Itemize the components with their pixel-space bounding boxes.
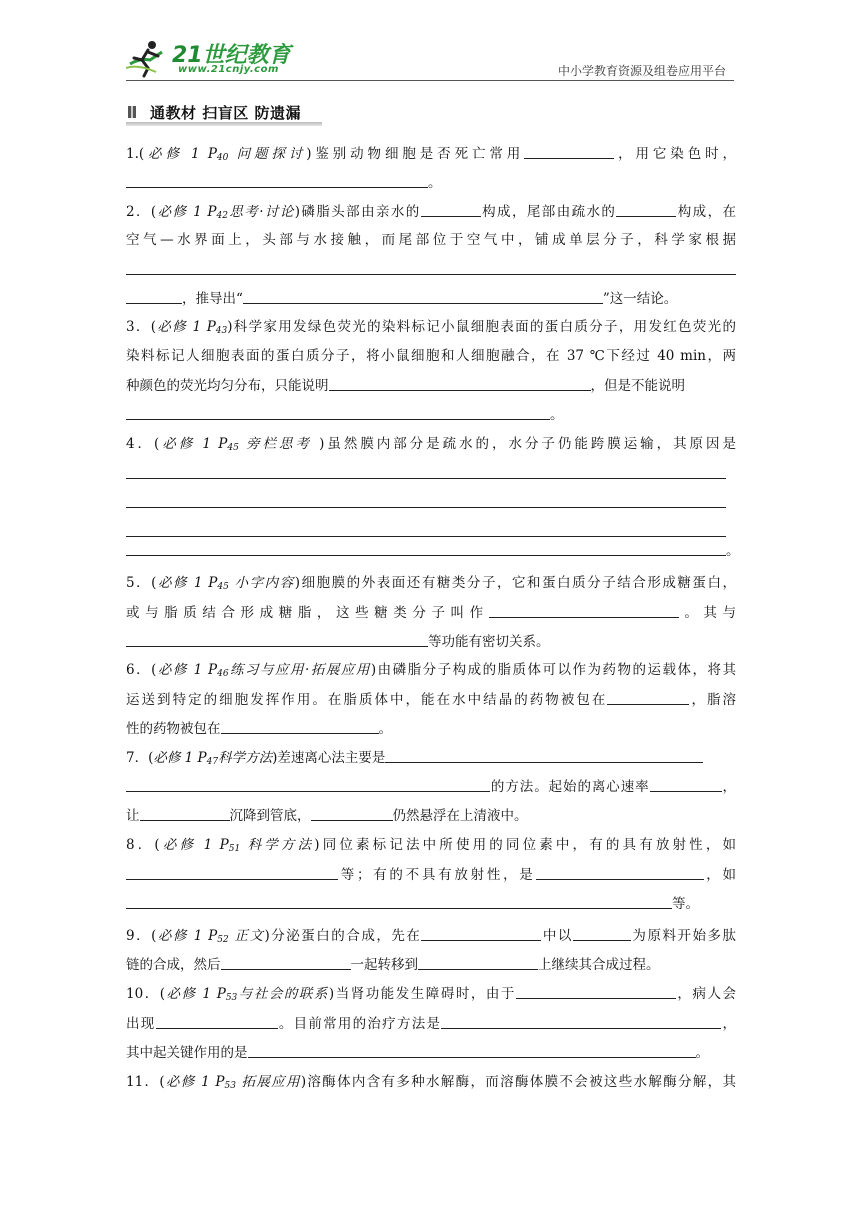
q9-line1: 9．(必修 1 $P_{52}$ 正文)分泌蛋白的合成，先在 中以 为原料开始多肽	[126, 925, 736, 945]
answer-blank[interactable]	[385, 747, 703, 763]
q8-line1: 8．(必修 1 $P_{51}$ 科学方法)同位素标记法中所使用的同位素中，有的具有放射性，如	[126, 837, 736, 854]
q8-line3: 等。	[126, 893, 736, 913]
answer-blank[interactable]	[140, 805, 230, 821]
answer-blank[interactable]	[126, 521, 726, 537]
section-marker-icon	[128, 106, 136, 118]
q8-line2: 等；有的不具有放射性，是 ，如	[126, 864, 736, 884]
answer-blank[interactable]	[616, 201, 676, 217]
q6-line1: 6．(必修 1 $P_{46}$练习与应用·拓展应用)由磷脂分子构成的脂质体可以作为药物的运载体，将其	[126, 662, 737, 679]
q4-line1: 4．(必修 1 $P_{45}$ 旁栏思考 )虽然膜内部分是疏水的，水分子仍能跨膜运输，其原因是	[126, 436, 736, 453]
q2-line3	[126, 259, 736, 279]
answer-blank[interactable]	[126, 893, 672, 909]
q6-line2: 运送到特定的细胞发挥作用。在脂质体中，能在水中结晶的药物被包在 ，脂溶	[126, 689, 736, 709]
header-divider	[126, 80, 734, 81]
q10-line3: 其中起关键作用的是 。	[126, 1042, 736, 1062]
answer-blank[interactable]	[126, 631, 428, 647]
q1-line1: 1.(必修 1 $P_{40}$ 问题探讨)鉴别动物细胞是否死亡常用 ，用它染色时，	[126, 143, 736, 163]
answer-blank[interactable]	[607, 689, 689, 705]
q7-line1: 7．(必修 1 $P_{47}$科学方法)差速离心法主要是	[126, 747, 736, 767]
answer-blank[interactable]	[248, 1042, 696, 1058]
answer-blank[interactable]	[126, 776, 490, 792]
q9-line2: 链的合成，然后 一起转移到 上继续其合成过程。	[126, 954, 736, 974]
answer-blank[interactable]	[126, 404, 550, 420]
q6-line3: 性的药物被包在 。	[126, 718, 736, 738]
q3-line3: 种颜色的荧光均匀分布，只能说明 ，但是不能说明	[126, 375, 736, 395]
answer-blank[interactable]	[524, 143, 614, 159]
answer-blank[interactable]	[126, 172, 428, 188]
answer-blank[interactable]	[573, 925, 631, 941]
answer-blank[interactable]	[126, 540, 726, 556]
q4-blank-line	[126, 463, 726, 483]
answer-blank[interactable]	[421, 201, 481, 217]
section-title: 通教材 扫盲区 防遗漏	[150, 104, 301, 122]
answer-blank[interactable]	[156, 1013, 278, 1029]
answer-blank[interactable]	[221, 718, 379, 734]
answer-blank[interactable]	[126, 864, 338, 880]
runner-icon	[126, 38, 170, 78]
q3-line2: 染料标记人细胞表面的蛋白质分子，将小鼠细胞和人细胞融合，在 37 ℃下经过 40 min，两	[126, 348, 736, 364]
answer-blank[interactable]	[126, 492, 726, 508]
q7-line2: 的方法。起始的离心速率 ，	[126, 776, 736, 796]
section-underline	[126, 122, 322, 126]
answer-blank[interactable]	[516, 983, 676, 999]
q10-line1: 10．(必修 1 $P_{53}$与社会的联系)当肾功能发生障碍时，由于 ，病人会	[126, 983, 736, 1003]
site-logo	[126, 36, 296, 80]
page-header	[126, 36, 734, 82]
answer-blank[interactable]	[311, 805, 393, 821]
q3-line4: 。	[126, 404, 736, 424]
q1-line2: 。	[126, 172, 736, 192]
logo-url: www.21cnjy.com	[178, 64, 279, 75]
answer-blank[interactable]	[418, 954, 538, 970]
answer-blank[interactable]	[221, 954, 351, 970]
logo-wordmark: 21世纪教育	[172, 43, 291, 68]
answer-blank[interactable]	[243, 288, 603, 304]
q5-line3: 等功能有密切关系。	[126, 631, 736, 651]
q5-line2: 或与脂质结合形成糖脂，这些糖类分子叫作 。其与	[126, 602, 736, 622]
q2-line2: 空气—水界面上，头部与水接触，而尾部位于空气中，铺成单层分子，科学家根据	[126, 232, 736, 248]
q3-line1: 3．(必修 1 $P_{43}$)科学家用发绿色荧光的染料标记小鼠细胞表面的蛋白质分子，用发红色荧光的	[126, 319, 736, 336]
answer-blank[interactable]	[329, 375, 591, 391]
answer-blank[interactable]	[126, 463, 726, 479]
answer-blank[interactable]	[441, 1013, 721, 1029]
q5-line1: 5．(必修 1 $P_{45}$ 小字内容)细胞膜的外表面还有糖类分子，它和蛋白质分子结合形成糖蛋白，	[126, 575, 736, 592]
q4-blank-line	[126, 521, 726, 541]
q10-line2: 出现 。目前常用的治疗方法是 ，	[126, 1013, 736, 1033]
q4-blank-line	[126, 492, 726, 512]
q2-line4: ，推导出“ ”这一结论。	[126, 288, 736, 308]
answer-blank[interactable]	[126, 259, 736, 275]
answer-blank[interactable]	[126, 288, 182, 304]
q7-line3: 让 沉降到管底， 仍然悬浮在上清液中。	[126, 805, 736, 825]
answer-blank[interactable]	[489, 602, 679, 618]
q4-line-last: 。	[126, 540, 736, 560]
q11-line1: 11．(必修 1 $P_{53}$ 拓展应用)溶酶体内含有多种水解酶，而溶酶体膜不会被这些水解酶分解，其	[126, 1074, 736, 1091]
answer-blank[interactable]	[421, 925, 541, 941]
platform-tagline: 中小学教育资源及组卷应用平台	[557, 64, 726, 78]
q2-line1: 2．(必修 1 $P_{42}$思考·讨论)磷脂头部由亲水的 构成，尾部由疏水的 构成，在	[126, 201, 736, 221]
answer-blank[interactable]	[650, 776, 722, 792]
answer-blank[interactable]	[536, 864, 704, 880]
